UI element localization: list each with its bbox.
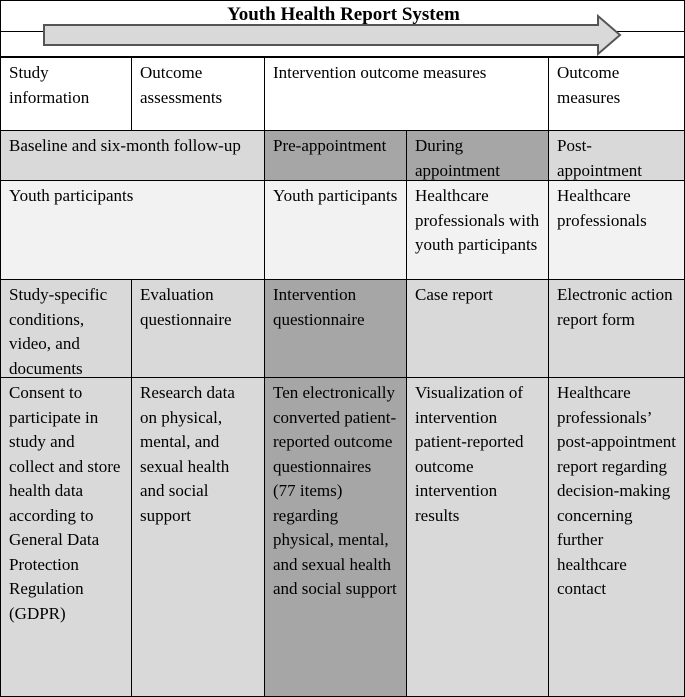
diagram-title: Youth Health Report System xyxy=(227,4,460,25)
instrument-study-specific: Study-specific conditions, video, and documents xyxy=(0,279,132,378)
arrow-shape xyxy=(44,16,620,54)
process-arrow-icon xyxy=(0,12,685,58)
participants-youth-left: Youth participants xyxy=(0,180,265,280)
header-outcome-assessments: Outcome assessments xyxy=(131,57,265,131)
description-visualization: Visualization of intervention patient-reported outcome intervention results xyxy=(406,377,549,697)
phase-post-appointment: Post-appointment xyxy=(548,130,685,181)
participants-youth-pre: Youth participants xyxy=(264,180,407,280)
instrument-case-report: Case report xyxy=(406,279,549,378)
participants-professionals-with-youth: Healthcare professionals with youth participants xyxy=(406,180,549,280)
phase-baseline: Baseline and six-month follow-up xyxy=(0,130,265,181)
description-ten-questionnaires: Ten electronically converted patient-reported outcome questionnaires (77 items) regarding physical, mental, and sexual health and social support xyxy=(264,377,407,697)
instrument-evaluation-questionnaire: Evaluation questionnaire xyxy=(131,279,265,378)
phase-during-appointment: During appointment xyxy=(406,130,549,181)
description-post-report: Healthcare professionals’ post-appointment report regarding decision-making concerning further healthcare contact xyxy=(548,377,685,697)
header-study-information: Study information xyxy=(0,57,132,131)
instrument-intervention-questionnaire: Intervention questionnaire xyxy=(264,279,407,378)
participants-professionals-post: Healthcare professionals xyxy=(548,180,685,280)
instrument-electronic-action-report: Electronic action report form xyxy=(548,279,685,378)
header-outcome-measures: Outcome measures xyxy=(548,57,685,131)
header-intervention-outcome-measures: Intervention outcome measures xyxy=(264,57,549,131)
phase-pre-appointment: Pre-appointment xyxy=(264,130,407,181)
description-consent: Consent to participate in study and collect and store health data according to General Data Protection Regulation (GDPR) xyxy=(0,377,132,697)
description-research-data: Research data on physical, mental, and sexual health and social support xyxy=(131,377,265,697)
